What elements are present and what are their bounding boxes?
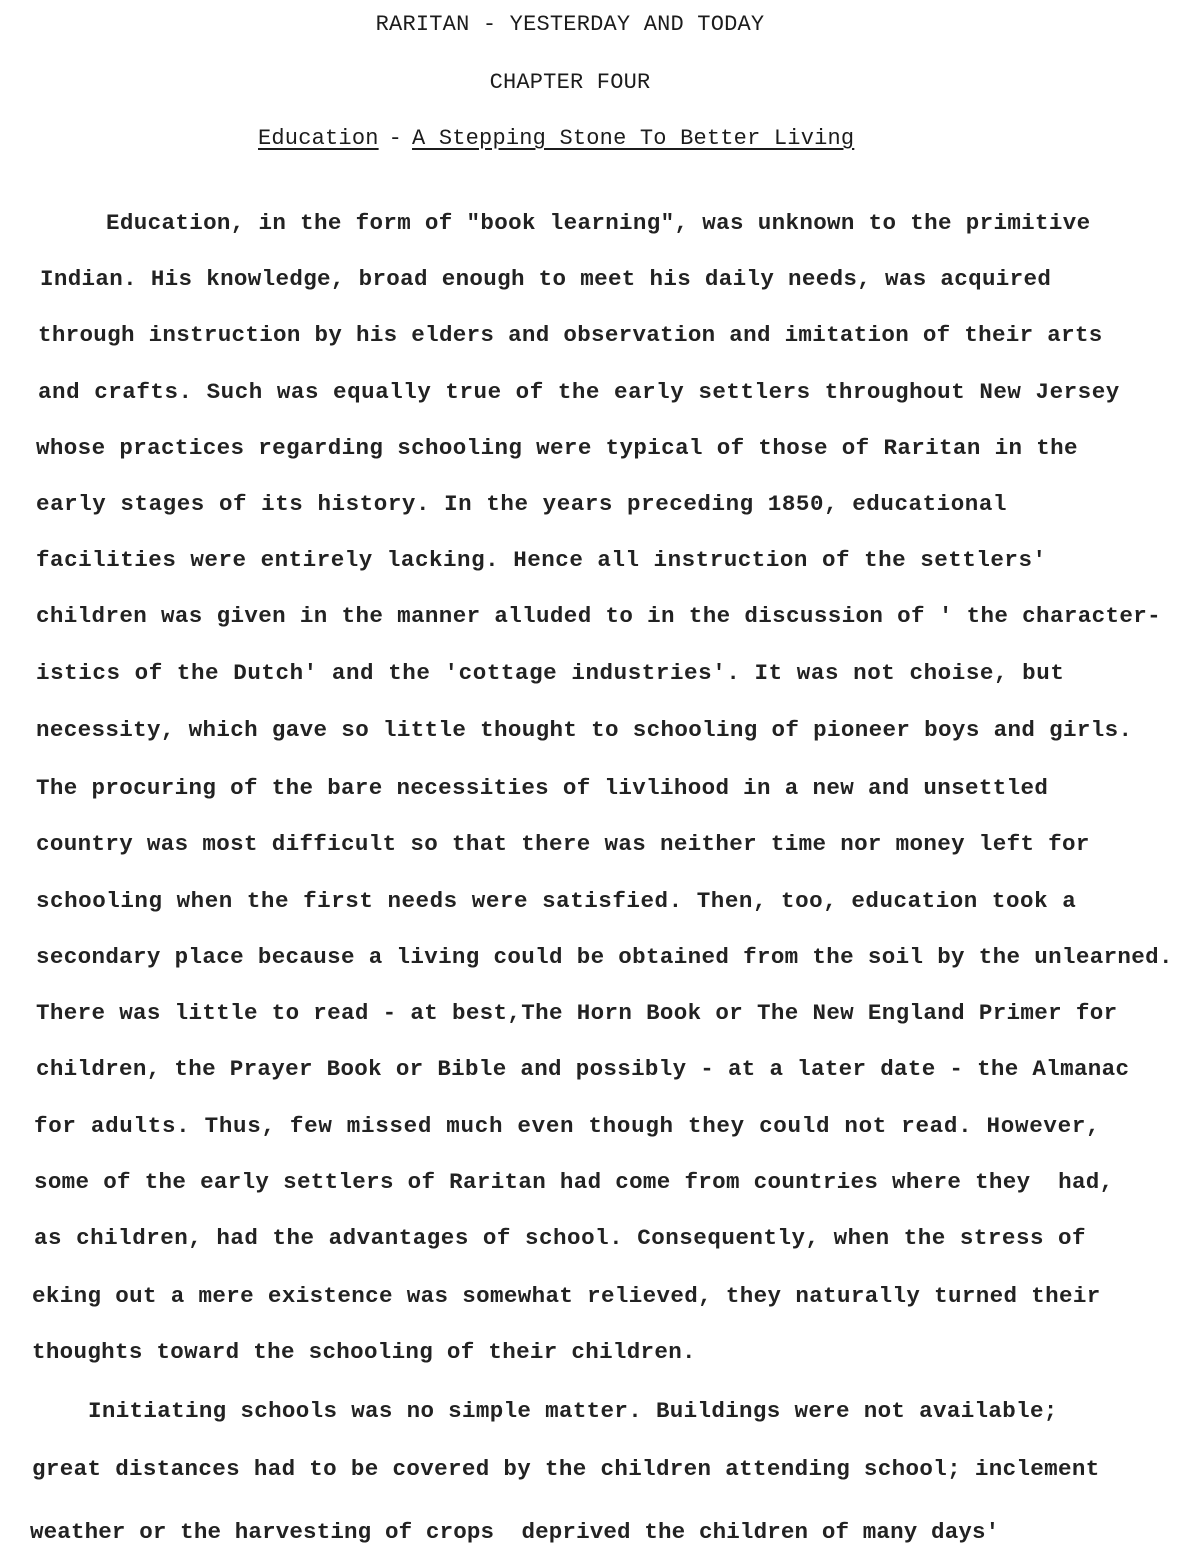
paragraph-line: necessity, which gave so little thought to schooling of pioneer boys and girls. (36, 717, 1133, 743)
paragraph-line: and crafts. Such was equally true of the early settlers throughout New Jersey (38, 379, 1120, 405)
paragraph-line: for adults. Thus, few missed much even though they could not read. However, (34, 1113, 1101, 1139)
subtitle-part1: Education (258, 126, 379, 151)
paragraph-line: The procuring of the bare necessities of livlihood in a new and unsettled (36, 775, 1049, 801)
paragraph-line: There was little to read - at best,The Horn Book or The New England Primer for (36, 1000, 1118, 1026)
paragraph-line: through instruction by his elders and observation and imitation of their arts (38, 322, 1103, 348)
paragraph-line: Indian. His knowledge, broad enough to meet his daily needs, was acquired (40, 266, 1052, 292)
paragraph-line: schooling when the first needs were satisfied. Then, too, education took a (36, 888, 1077, 914)
paragraph-line: whose practices regarding schooling were typical of those of Raritan in the (36, 435, 1078, 461)
paragraph-line: children, the Prayer Book or Bible and possibly - at a later date - the Almanac (36, 1056, 1130, 1082)
running-title: RARITAN - YESTERDAY AND TODAY (375, 12, 765, 37)
paragraph-line: country was most difficult so that there was neither time nor money left for (36, 831, 1090, 857)
chapter-subtitle (258, 126, 854, 151)
chapter-label: CHAPTER FOUR (489, 70, 651, 95)
paragraph-line: istics of the Dutch' and the 'cottage industries'. It was not choise, but (36, 660, 1065, 686)
paragraph-line: weather or the harvesting of crops deprived the children of many days' (30, 1519, 1000, 1545)
paragraph-line: secondary place because a living could be obtained from the soil by the unlearned. (36, 944, 1173, 970)
paragraph-line: eking out a mere existence was somewhat relieved, they naturally turned their (32, 1283, 1101, 1309)
paragraph-line: some of the early settlers of Raritan had come from countries where they had, (34, 1169, 1114, 1195)
paragraph-line: as children, had the advantages of school. Consequently, when the stress of (34, 1225, 1087, 1251)
paragraph-line: children was given in the manner alluded to in the discussion of ' the character- (36, 603, 1162, 629)
subtitle-part2: A Stepping Stone To Better Living (412, 126, 855, 151)
paragraph-line: Initiating schools was no simple matter. Buildings were not available; (88, 1398, 1058, 1424)
paragraph-line: early stages of its history. In the years preceding 1850, educational (36, 491, 1008, 517)
subtitle-separator: - (388, 126, 403, 151)
paragraph-line: facilities were entirely lacking. Hence all instruction of the settlers' (36, 547, 1047, 573)
paragraph-line: great distances had to be covered by the children attending school; inclement (32, 1456, 1100, 1482)
paragraph-line: thoughts toward the schooling of their children. (32, 1339, 696, 1365)
paragraph-line: Education, in the form of "book learning", was unknown to the primitive (106, 210, 1091, 236)
